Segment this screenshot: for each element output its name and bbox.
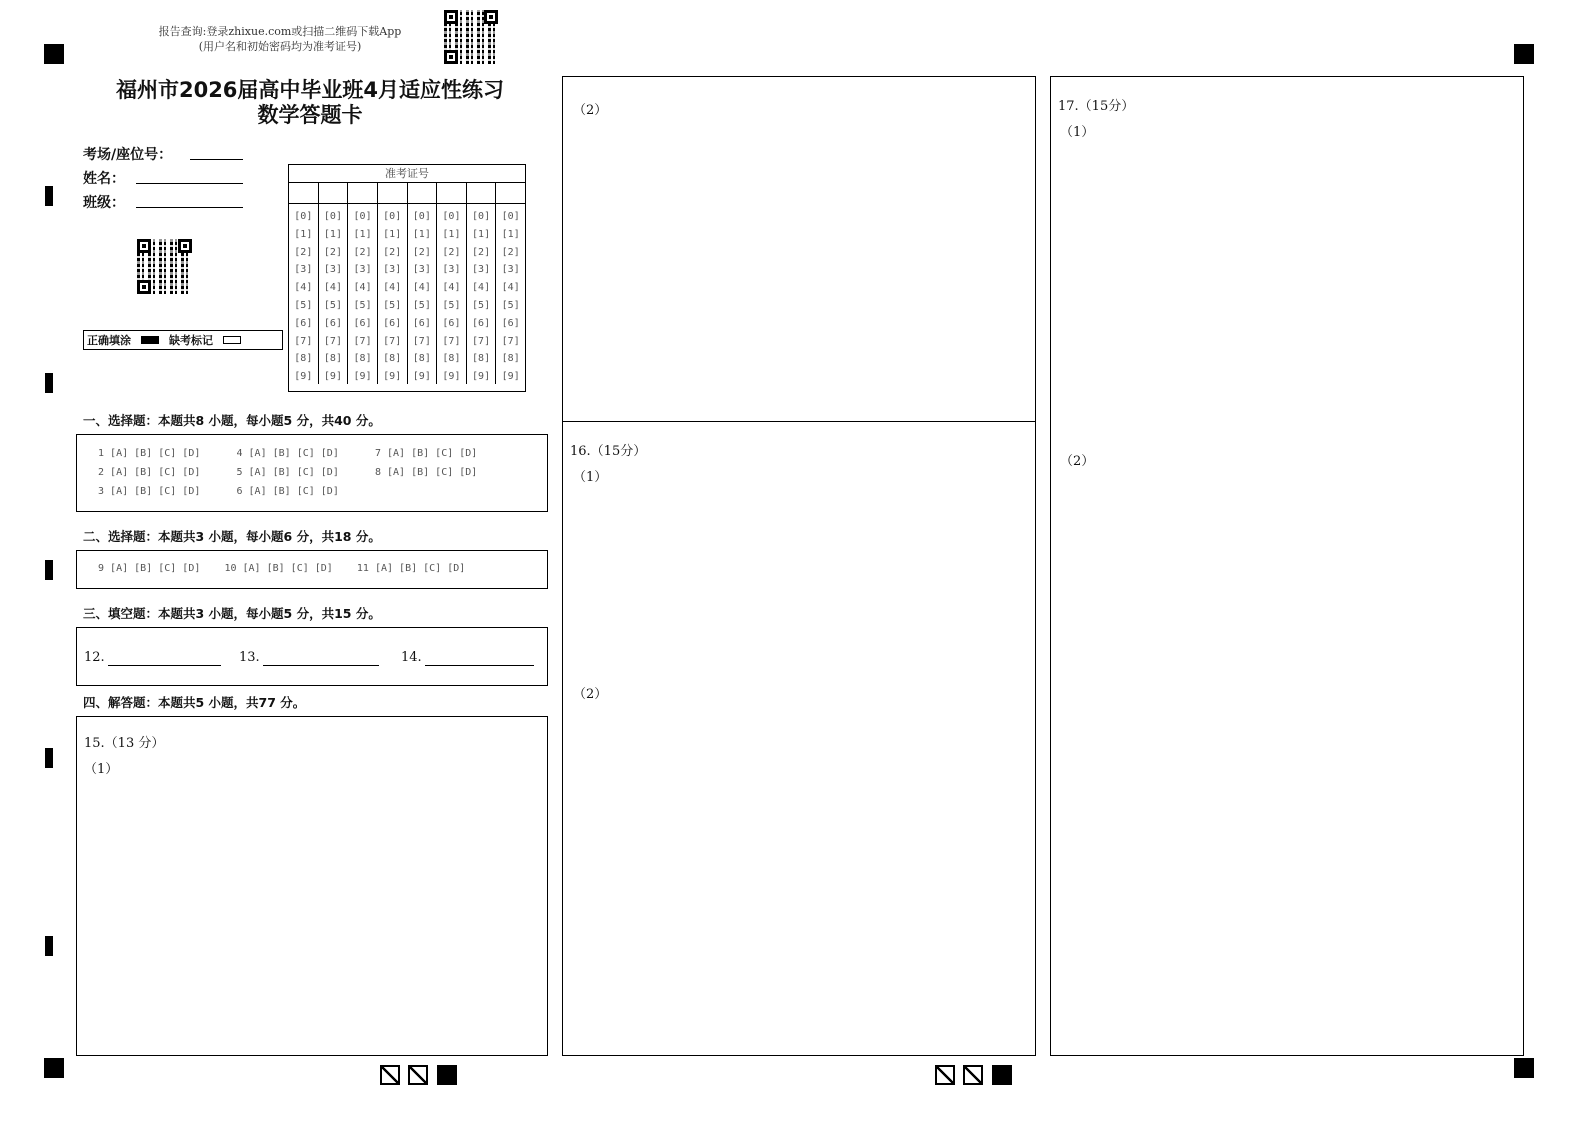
exam-id-bubble[interactable]: [3] (412, 264, 431, 276)
exam-id-table (288, 164, 526, 392)
corner-mark-top-left (44, 44, 64, 64)
class-field[interactable] (136, 194, 243, 208)
exam-id-bubble[interactable]: [3] (383, 264, 402, 276)
exam-id-bubble[interactable]: [8] (353, 353, 372, 365)
room-seat-field[interactable] (190, 146, 243, 160)
corner-mark-top-right (1514, 44, 1534, 64)
exam-id-bubble[interactable]: [1] (472, 228, 491, 240)
exam-id-bubble-grid (289, 204, 525, 384)
q15-title: 15.（13 分） (84, 736, 165, 751)
absent-mark-checkbox[interactable] (223, 336, 241, 344)
exam-id-bubble[interactable]: [6] (383, 317, 402, 329)
exam-id-bubble[interactable]: [7] (412, 335, 431, 347)
exam-id-bubble[interactable]: [1] (294, 228, 313, 240)
exam-id-bubble[interactable]: [0] (353, 211, 372, 222)
filled-box-icon (141, 336, 159, 344)
exam-id-bubble[interactable]: [1] (501, 228, 520, 240)
timing-mark (45, 560, 53, 580)
exam-id-bubble[interactable]: [0] (501, 211, 520, 222)
exam-id-digit-box[interactable] (408, 183, 438, 203)
page-marker-slash-icon (380, 1065, 400, 1085)
exam-id-column (289, 204, 319, 384)
exam-id-bubble[interactable]: [7] (442, 335, 461, 347)
exam-id-bubble[interactable]: [6] (323, 317, 342, 329)
q16-answer-box[interactable] (562, 421, 1036, 1056)
q15-part-2: （2） (573, 103, 608, 118)
section-2-heading: 二、选择题：本题共3 小题，每小题6 分，共18 分。 (83, 529, 381, 544)
exam-id-bubble[interactable]: [0] (323, 211, 342, 222)
fill-item-14-field[interactable] (425, 651, 534, 666)
fill-item-13-label: 13. (239, 650, 260, 665)
exam-id-bubble[interactable]: [6] (353, 317, 372, 329)
section-1-heading: 一、选择题：本题共8 小题，每小题5 分，共40 分。 (83, 413, 381, 428)
q15-answer-box[interactable] (76, 716, 548, 1056)
exam-id-bubble[interactable]: [6] (472, 317, 491, 329)
title-line-1: 福州市2026届高中毕业班4月适应性练习 (115, 78, 505, 102)
exam-id-bubble[interactable]: [4] (412, 282, 431, 294)
q17-part-2: （2） (1060, 454, 1095, 469)
exam-id-bubble[interactable]: [7] (294, 335, 313, 347)
exam-id-column (437, 204, 467, 384)
exam-id-bubble[interactable]: [4] (472, 282, 491, 294)
exam-id-bubble[interactable]: [3] (442, 264, 461, 276)
exam-id-bubble[interactable]: [2] (383, 246, 402, 258)
page-marker-slash-icon (935, 1065, 955, 1085)
exam-id-bubble[interactable]: [2] (442, 246, 461, 258)
class-label: 班级： (83, 195, 125, 211)
exam-id-bubble[interactable]: [2] (412, 246, 431, 258)
exam-id-bubble[interactable]: [4] (323, 282, 342, 294)
exam-id-bubble[interactable]: [2] (294, 246, 313, 258)
exam-id-bubble[interactable]: [9] (383, 371, 402, 383)
student-qr-code-icon (137, 239, 192, 294)
corner-mark-bottom-right (1514, 1058, 1534, 1078)
exam-id-bubble[interactable]: [8] (501, 353, 520, 365)
title-line-2: 数学答题卡 (257, 103, 363, 127)
exam-id-column (348, 204, 378, 384)
page-marker-slash-icon (963, 1065, 983, 1085)
mc-row[interactable]: 3 [A] [B] [C] [D] 6 [A] [B] [C] [D] (92, 486, 339, 497)
q17-part-1: （1） (1060, 125, 1095, 140)
exam-id-bubble[interactable]: [1] (353, 228, 372, 240)
exam-id-bubble[interactable]: [3] (323, 264, 342, 276)
exam-id-bubble[interactable]: [9] (472, 371, 491, 383)
exam-id-bubble[interactable]: [6] (501, 317, 520, 329)
exam-id-column (319, 204, 349, 384)
mc-row[interactable]: 1 [A] [B] [C] [D] 4 [A] [B] [C] [D] 7 [A] [B] [C] [D] (92, 448, 478, 459)
exam-id-label: 准考证号 (289, 165, 525, 183)
exam-id-bubble[interactable]: [7] (323, 335, 342, 347)
exam-id-bubble[interactable]: [0] (383, 211, 402, 222)
corner-mark-bottom-left (44, 1058, 64, 1078)
legend-correct-label: 正确填涂 (87, 334, 131, 347)
exam-id-bubble[interactable]: [0] (412, 211, 431, 222)
q16-title: 16.（15分） (570, 444, 647, 459)
exam-id-write-row (289, 183, 525, 204)
exam-id-bubble[interactable]: [2] (501, 246, 520, 258)
exam-id-bubble[interactable]: [3] (472, 264, 491, 276)
exam-id-bubble[interactable]: [4] (383, 282, 402, 294)
mc-row[interactable]: 9 [A] [B] [C] [D] 10 [A] [B] [C] [D] 11 [A] [B] [C] [D] (92, 563, 466, 574)
exam-id-bubble[interactable]: [8] (383, 353, 402, 365)
exam-id-bubble[interactable]: [7] (501, 335, 520, 347)
exam-id-digit-box[interactable] (348, 183, 378, 203)
report-info (150, 24, 410, 54)
exam-id-bubble[interactable]: [8] (472, 353, 491, 365)
exam-id-bubble[interactable]: [8] (412, 353, 431, 365)
exam-id-bubble[interactable]: [9] (294, 371, 313, 383)
exam-id-bubble[interactable]: [7] (472, 335, 491, 347)
q16-part-1: （1） (573, 470, 608, 485)
fill-legend (83, 330, 283, 350)
page-marker-filled-icon (437, 1065, 457, 1085)
exam-id-bubble[interactable]: [7] (353, 335, 372, 347)
exam-id-bubble[interactable]: [3] (353, 264, 372, 276)
exam-id-digit-box[interactable] (289, 183, 319, 203)
exam-id-digit-box[interactable] (437, 183, 467, 203)
room-seat-label: 考场/座位号： (83, 147, 173, 163)
timing-mark (45, 373, 53, 393)
exam-id-bubble[interactable]: [5] (501, 299, 520, 311)
exam-id-column (496, 204, 525, 384)
exam-id-column (408, 204, 438, 384)
exam-id-bubble[interactable]: [8] (323, 353, 342, 365)
exam-id-bubble[interactable]: [4] (442, 282, 461, 294)
exam-id-bubble[interactable]: [1] (412, 228, 431, 240)
exam-id-bubble[interactable]: [5] (412, 299, 431, 311)
exam-id-bubble[interactable]: [0] (442, 211, 461, 222)
name-label: 姓名： (83, 171, 125, 187)
exam-id-bubble[interactable]: [9] (442, 371, 461, 383)
section-3-heading: 三、填空题：本题共3 小题，每小题5 分，共15 分。 (83, 606, 381, 621)
exam-id-bubble[interactable]: [5] (294, 299, 313, 311)
name-field[interactable] (136, 170, 243, 184)
timing-mark (45, 748, 53, 768)
section-4-heading: 四、解答题：本题共5 小题，共77 分。 (83, 695, 306, 710)
exam-id-column (467, 204, 497, 384)
q17-title: 17.（15分） (1058, 99, 1135, 114)
report-line-2: (用户名和初始密码均为准考证号) (198, 40, 362, 53)
timing-mark (45, 936, 53, 956)
q15-part-1: （1） (84, 762, 119, 777)
q17-answer-box[interactable] (1050, 76, 1524, 1056)
fill-item-12-label: 12. (84, 650, 105, 665)
exam-id-bubble[interactable]: [9] (501, 371, 520, 383)
exam-id-bubble[interactable]: [2] (472, 246, 491, 258)
exam-id-bubble[interactable]: [5] (472, 299, 491, 311)
exam-id-digit-box[interactable] (496, 183, 525, 203)
exam-id-bubble[interactable]: [2] (323, 246, 342, 258)
timing-mark (45, 186, 53, 206)
exam-id-bubble[interactable]: [8] (442, 353, 461, 365)
exam-id-column (378, 204, 408, 384)
report-line-1: 报告查询:登录zhixue.com或扫描二维码下载App (158, 25, 402, 38)
exam-id-digit-box[interactable] (378, 183, 408, 203)
exam-id-digit-box[interactable] (319, 183, 349, 203)
exam-id-bubble[interactable]: [5] (353, 299, 372, 311)
exam-id-bubble[interactable]: [9] (412, 371, 431, 383)
exam-id-bubble[interactable]: [4] (353, 282, 372, 294)
exam-id-bubble[interactable]: [6] (442, 317, 461, 329)
exam-id-bubble[interactable]: [4] (294, 282, 313, 294)
page-title (90, 78, 530, 128)
q15-continued-box[interactable] (562, 76, 1036, 422)
fill-item-14-label: 14. (401, 650, 422, 665)
exam-id-bubble[interactable]: [7] (383, 335, 402, 347)
exam-id-bubble[interactable]: [0] (294, 211, 313, 222)
exam-id-bubble[interactable]: [6] (412, 317, 431, 329)
fill-item-12-field[interactable] (108, 651, 221, 666)
exam-id-bubble[interactable]: [3] (501, 264, 520, 276)
page-marker-filled-icon (992, 1065, 1012, 1085)
exam-id-bubble[interactable]: [3] (294, 264, 313, 276)
exam-id-bubble[interactable]: [9] (353, 371, 372, 383)
exam-id-bubble[interactable]: [1] (383, 228, 402, 240)
qr-code-icon (444, 10, 498, 64)
q16-part-2: （2） (573, 687, 608, 702)
exam-id-bubble[interactable]: [9] (323, 371, 342, 383)
exam-id-bubble[interactable]: [4] (501, 282, 520, 294)
exam-id-bubble[interactable]: [1] (442, 228, 461, 240)
exam-id-bubble[interactable]: [5] (323, 299, 342, 311)
exam-id-bubble[interactable]: [5] (383, 299, 402, 311)
exam-id-digit-box[interactable] (467, 183, 497, 203)
legend-absent-label: 缺考标记 (169, 334, 213, 347)
exam-id-bubble[interactable]: [1] (323, 228, 342, 240)
page-marker-slash-icon (408, 1065, 428, 1085)
exam-id-bubble[interactable]: [6] (294, 317, 313, 329)
exam-id-bubble[interactable]: [0] (472, 211, 491, 222)
fill-item-13-field[interactable] (263, 651, 379, 666)
exam-id-bubble[interactable]: [5] (442, 299, 461, 311)
mc-row[interactable]: 2 [A] [B] [C] [D] 5 [A] [B] [C] [D] 8 [A] [B] [C] [D] (92, 467, 478, 478)
exam-id-bubble[interactable]: [8] (294, 353, 313, 365)
exam-id-bubble[interactable]: [2] (353, 246, 372, 258)
